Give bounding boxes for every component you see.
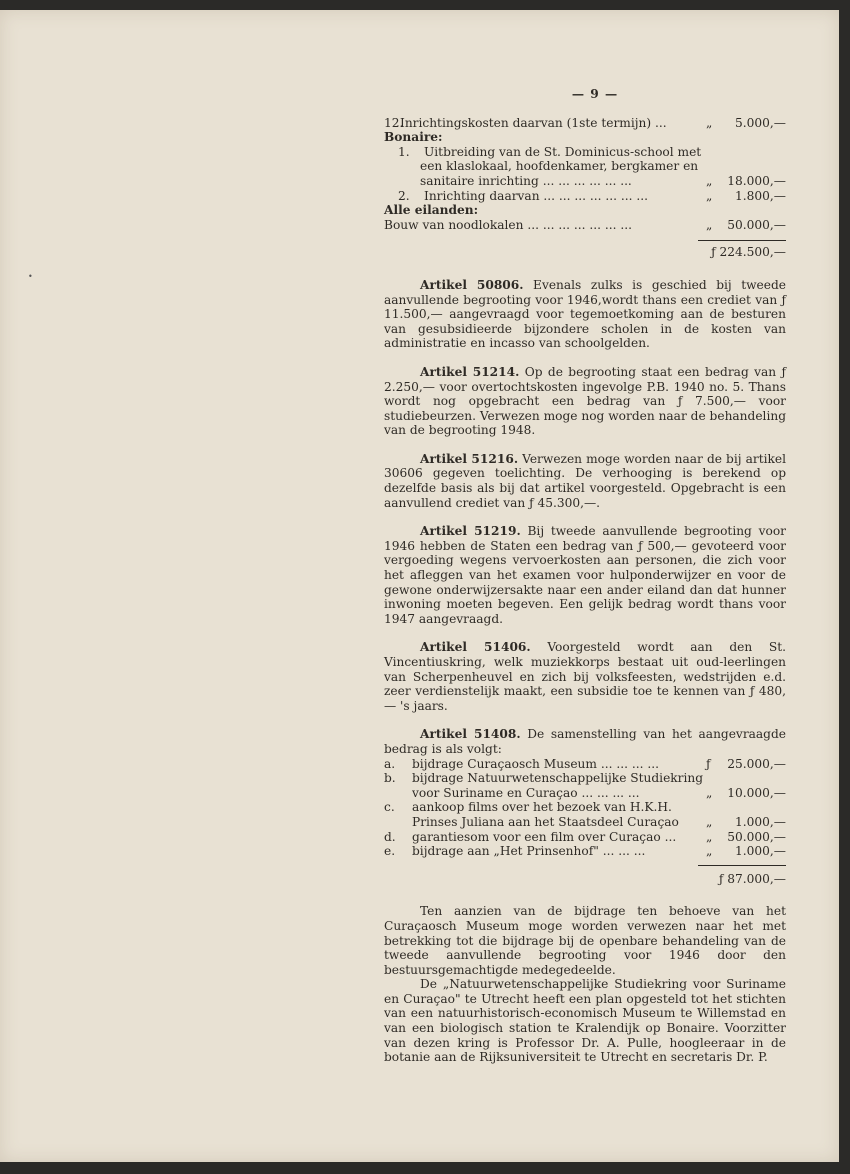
contribution-list — [384, 757, 786, 859]
document-page — [0, 10, 839, 1162]
alle-eilanden-heading: Alle eilanden: — [384, 203, 479, 218]
paragraph-51219: Artikel 51219. Bij tweede aanvullende begrooting voor 1946 hebben de Staten een bedrag van ƒ 500,— gevoteerd voor vergoeding wegens vervoerkosten aan personen, die zich voor het afleggen van het examen voor hulponderwijzer en voor de gewone onderwijzersakte naar een ander eiland dan dat hunner inwoning moeten begeven. Een gelijk bedrag wordt thans voor 1947 aangevraagd. — [384, 524, 786, 626]
bouw-noodlokalen: Bouw van noodlokalen ... ... ... ... ... ... ... „ 50.000,— — [384, 217, 786, 232]
list-total-rule — [698, 865, 786, 866]
list-item: a. bijdrage Curaçaosch Museum ... ... ... ... ƒ 25.000,— — [384, 756, 786, 771]
list-item: b. bijdrage Natuurwetenschappelijke Studiekring voor Suriname en Curaçao ... ... ... ... „ 10.000,— — [384, 771, 786, 800]
paragraph-51406: Artikel 51406. Voorgesteld wordt aan den St. Vincentiuskring, welk muziekkorps bestaat uit oud-leerlingen van Scherpenheuvel en zich bij volksfeesten, wedstrijden e.d. zeer verdienstelijk maakt, een subsidie toe te kennen van ƒ 480,— 's jaars. — [384, 640, 786, 713]
page-number: — 9 — — [571, 87, 619, 101]
paragraph-51408: Artikel 51408. De samenstelling van het aangevraagde bedrag is als volgt: — [384, 727, 786, 756]
budget-total: ƒ 224.500,— — [711, 245, 786, 260]
closing-paragraph-2: De „Natuurwetenschappelijke Studiekring voor Suriname en Curaçao" te Utrecht heeft een plan opgesteld tot het stichten van een natuurhistorisch-economisch Museum te Willemstad en van een biologisch station te Kralendijk op Bonaire. Voorzitter van dezen kring is Professor Dr. A. Pulle, hoogleeraar in de botanie aan de Rijksuniversiteit te Utrecht en secretaris Dr. P. — [384, 977, 786, 1065]
budget-item-12: 12. Inrichtingskosten daarvan (1ste termijn) ... „ 5.000,— — [384, 115, 786, 130]
paragraph-50806: Artikel 50806. Evenals zulks is geschied bij tweede aanvullende begrooting voor 1946,wordt thans een crediet van ƒ 11.500,— aangevraagd voor tegemoetkoming aan de besturen van gesubsidieerde bijzondere scholen in de kosten van administratie en incasso van schoolgelden. — [384, 277, 786, 351]
paragraph-51216: Artikel 51216. Verwezen moge worden naar de bij artikel 30606 gegeven toelichting. De verhooging is berekend op dezelfde basis als bij dat artikel voorgesteld. Opgebracht is een aanvullend crediet van ƒ 45.300,—. — [384, 451, 786, 510]
list-item: c. aankoop films over het bezoek van H.K.H. Prinses Juliana aan het Staatsdeel Curaçao „ 1.000,— — [384, 800, 786, 829]
list-item: e. bijdrage aan „Het Prinsenhof" ... ... ... „ 1.000,— — [384, 844, 786, 859]
list-total: ƒ 87.000,— — [718, 871, 786, 886]
binding-mark: • — [28, 272, 33, 281]
bonaire-item-1: 1. Uitbreiding van de St. Dominicus-school met een klaslokaal, hoofdenkamer, bergkamer en sanitaire inrichting ... ... ... ... ... ... „ 18.000,— — [398, 144, 786, 188]
list-item: d. garantiesom voor een film over Curaçao ... „ 50.000,— — [384, 829, 786, 844]
closing-paragraph-1: Ten aanzien van de bijdrage ten behoeve van het Curaçaosch Museum moge worden verwezen naar het met betrekking tot die bijdrage bij de openbare behandeling van de tweede aanvullende begrooting voor 1946 door den bestuursgemachtigde medegedeelde. — [384, 904, 786, 977]
bonaire-heading: Bonaire: — [384, 130, 443, 145]
paragraph-51214: Artikel 51214. Op de begrooting staat een bedrag van ƒ 2.250,— voor overtochtskosten ingevolge P.B. 1940 no. 5. Thans wordt nog opgebracht een bedrag van ƒ 7.500,— voor studiebeurzen. Verwezen moge nog worden naar de behandeling van de begrooting 1948. — [384, 364, 786, 438]
text-column — [384, 87, 786, 1065]
bonaire-item-2: 2. Inrichting daarvan ... ... ... ... ... ... ... „ 1.800,— — [398, 188, 786, 203]
total-rule — [698, 240, 786, 241]
